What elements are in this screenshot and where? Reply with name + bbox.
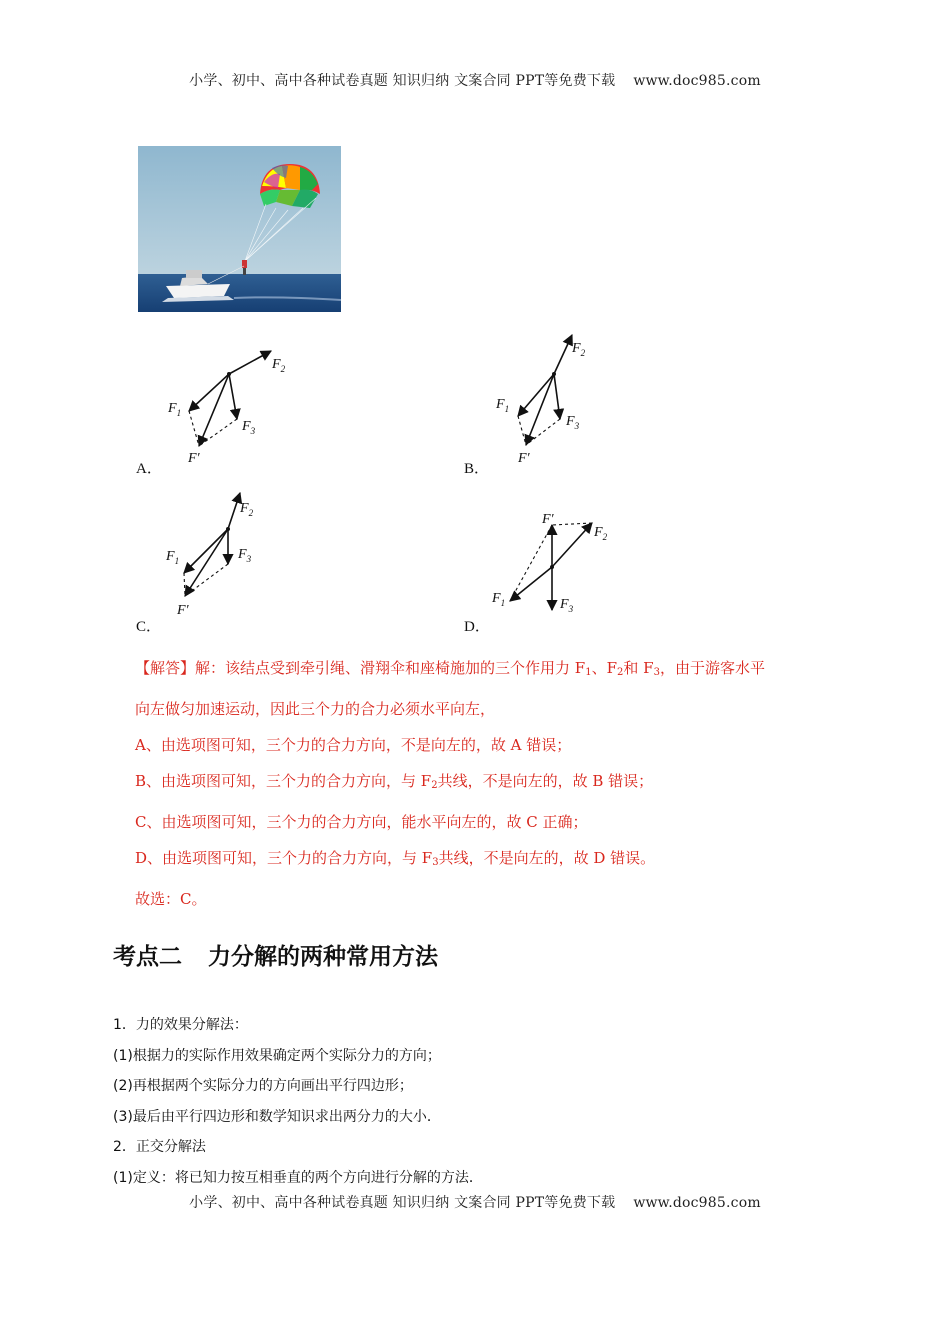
label-fprime: F′ <box>518 451 530 466</box>
svg-text:F3 <box>559 597 574 614</box>
footer-text: 小学、初中、高中各种试卷真题 知识归纳 文案合同 PPT等免费下载 <box>189 1195 616 1211</box>
answer-text: 解：该结点受到牵引绳、滑翔伞和座椅施加的三个作用力 F <box>195 659 586 677</box>
label-sub: 1 <box>500 598 506 608</box>
body-line: (1)根据力的实际作用效果确定两个实际分力的方向； <box>113 1047 441 1064</box>
svg-text:F2 <box>571 341 586 358</box>
label-f: F <box>572 341 581 356</box>
answer-text: 共线，不是向左的，故 B 错误； <box>437 772 654 790</box>
option-a-label: A． <box>136 461 162 477</box>
label-f: F <box>496 397 505 412</box>
answer-text: 共线，不是向左的，故 D 错误。 <box>438 849 656 867</box>
label-sub: 1 <box>176 408 182 418</box>
footer-site: www.doc985.com <box>633 1195 761 1211</box>
label-sub: 3 <box>574 421 580 431</box>
svg-text:F2 <box>593 525 608 542</box>
label-sub: 2 <box>248 508 254 518</box>
svg-text:F2 <box>239 501 254 518</box>
label-fprime: F′ <box>177 603 189 618</box>
body-line: (3)最后由平行四边形和数学知识求出两分力的大小． <box>113 1108 441 1125</box>
answer-text: D、由选项图可知，三个力的合力方向，与 F <box>135 849 433 867</box>
answer-conclusion: 故选：C。 <box>135 890 207 908</box>
label-f: F <box>240 501 249 516</box>
label-sub: 3 <box>246 554 252 564</box>
answer-text: ，由于游客水平 <box>659 659 765 677</box>
label-f: F <box>272 357 281 372</box>
answer-text: 和 F <box>623 659 654 677</box>
section-body <box>113 1010 873 1193</box>
option-d-label: D． <box>464 619 490 635</box>
answer-line-d <box>120 840 860 881</box>
answer-line-a: A、由选项图可知，三个力的合力方向，不是向左的，故 A 错误； <box>135 736 572 754</box>
diagram-option-d <box>486 506 626 628</box>
page-footer <box>0 1192 950 1212</box>
label-sub: 1 <box>174 556 180 566</box>
label-sub: 3 <box>250 426 256 436</box>
label-f: F <box>566 414 575 429</box>
option-c-label: C． <box>136 619 162 635</box>
answer-sub: 3 <box>432 857 439 868</box>
label-f: F <box>242 419 251 434</box>
label-f: F <box>166 549 175 564</box>
section-number: 考点二 <box>113 944 182 970</box>
answer-line-b <box>120 763 860 804</box>
label-sub: 3 <box>568 604 574 614</box>
answer-tag: 【解答】 <box>135 659 196 677</box>
label-sub: 2 <box>580 348 586 358</box>
diagram-option-b <box>490 330 620 474</box>
label-sub: 2 <box>602 532 608 542</box>
svg-text:F1 <box>495 397 509 414</box>
page-header <box>0 70 950 90</box>
label-fprime: F′ <box>542 512 554 527</box>
answer-sub: 2 <box>431 780 438 791</box>
section-title: 力分解的两种常用方法 <box>208 944 438 970</box>
label-f: F <box>492 591 501 606</box>
label-f: F <box>594 525 603 540</box>
label-f: F <box>168 401 177 416</box>
body-line: (2)再根据两个实际分力的方向画出平行四边形； <box>113 1078 413 1094</box>
answer-sub: 1 <box>585 667 592 678</box>
header-site: www.doc985.com <box>633 73 761 89</box>
answer-line-c: C、由选项图可知，三个力的合力方向，能水平向左的，故 C 正确； <box>135 813 588 831</box>
svg-text:F1 <box>167 401 181 418</box>
svg-text:F1 <box>491 591 505 608</box>
body-line: 1．力的效果分解法： <box>113 1017 248 1033</box>
answer-sub: 3 <box>653 667 660 678</box>
parasailing-photo <box>138 146 341 312</box>
label-fprime: F′ <box>188 451 200 466</box>
answer-text: B、由选项图可知，三个力的合力方向，与 F <box>135 772 432 790</box>
header-text: 小学、初中、高中各种试卷真题 知识归纳 文案合同 PPT等免费下载 <box>189 73 616 89</box>
diagram-option-c <box>160 488 280 627</box>
body-line: 2．正交分解法 <box>113 1139 206 1155</box>
label-f: F <box>238 547 247 562</box>
section-heading <box>113 938 438 971</box>
label-sub: 2 <box>280 364 286 374</box>
svg-text:F2 <box>271 357 286 374</box>
svg-text:F3 <box>237 547 252 564</box>
label-sub: 1 <box>504 404 510 414</box>
answer-line2: 向左做匀加速运动，因此三个力的合力必须水平向左， <box>135 700 496 718</box>
diagram-option-a <box>160 340 310 474</box>
label-f: F <box>560 597 569 612</box>
option-b-label: B． <box>464 461 490 477</box>
svg-text:F3 <box>241 419 256 436</box>
answer-text: 、F <box>591 659 617 677</box>
body-line: (1)定义：将已知力按互相垂直的两个方向进行分解的方法． <box>113 1169 483 1186</box>
svg-text:F1 <box>165 549 179 566</box>
answer-sub: 2 <box>617 667 624 678</box>
answer-explanation <box>120 650 860 917</box>
answer-intro <box>120 650 860 691</box>
svg-text:F3 <box>565 414 580 431</box>
